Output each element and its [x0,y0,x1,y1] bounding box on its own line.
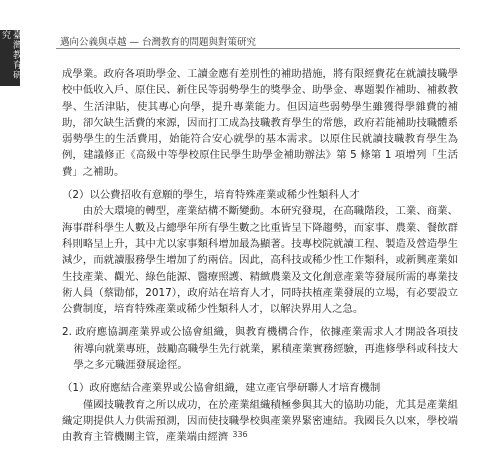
body-text [62,66,458,446]
paragraph-continued: 成學業。政府各項助學金、工讀金應有差別性的補助措施，將有限經費花在就讀技職學校中低收入戶、原住民、新住民等弱勢學生的獎學金、助學金、專題製作補助、補救教學、生活津貼，使其專心向學，提升專業能力。但因這些弱勢學生雖獲得學雜費的補助，卻欠缺生活費的來源，因而打工成為技職教育學生的常態，政府若能補助技職體系弱勢學生的生活費用，始能符合安心就學的基本需求。以原住民就讀技職教育學生為例，建議修正《高級中等學校原住民學生助學金補助辦法》第 5 條第 1 項增列「生活費」之補助。 [62,68,458,178]
numbered-item-2: 2. 政府應協調產業界或公協會組織，與教育機構合作，依據產業需求人才開設各項技術導向就業專班，鼓勵高職學生先行就業，累積產業實務經驗，再進修學科或科技大學之多元職涯發展途徑。 [62,326,458,372]
paragraph-industry-partnership: 僅國技職教育之所以成功，在於產業組織積極參與其大的協助功能，尤其是產業組織定期提供人力供需預測，因而使技職學校與產業界緊密連結。我國長久以來，學校端由教育主管機關主管，產業端由經濟 [62,398,458,444]
running-header: 邁向公義與卓越 — 台灣教育的問題與對策研究 [60,37,257,48]
subheading-1: （1）政府應結合產業界或公協會組織，建立產官學研聯人才培育機制 [62,382,381,395]
paragraph-industry-transition: 由於大環境的轉型，產業結構不斷變動。本研究發現，在高職階段，工業、商業、海事群科學生人數及占總學年所有學生數之比重皆呈下降趨勢，而家事、農業、餐飲群科則略呈上升，其中尤以家事類科增加最為顯著。技專校院就讀工程、製造及營造學生減少，而就讀服務學生增加了約兩倍。因此，高科技或稀少性工作類科，或新興產業如生技產業、觀光、綠色能源、醫療照護、精緻農業及文化創意產業等發展所需的專業技術人員（蔡勖郁，2017），政府站在培育人才，同時扶植產業發展的立場，有必要設立公費制度，培育特殊產業或稀少性類科人才，以解決界用人之急。 [62,205,458,316]
subheading-2: （2）以公費招收有意願的學生，培育特殊產業或稀少性類科人才 [62,189,360,202]
page-number: 336 [232,430,248,439]
side-chapter-tab: 臺灣教育研究 [0,30,20,86]
header-divider [56,48,460,49]
